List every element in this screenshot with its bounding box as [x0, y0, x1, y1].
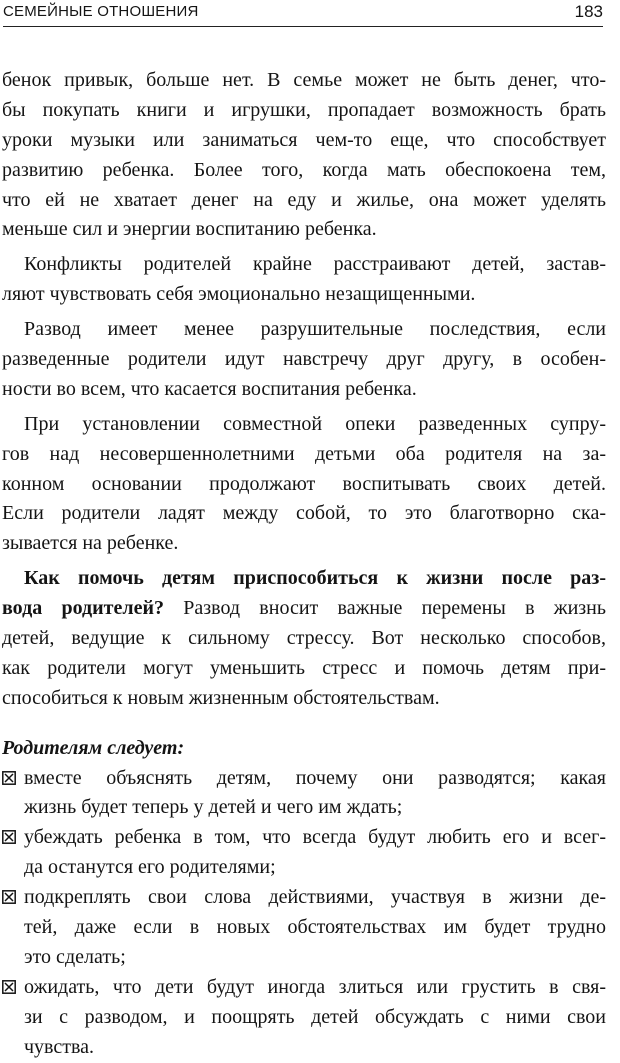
list-item-line: чувства.	[24, 1035, 95, 1058]
text-line: как родители могут уменьшить стресс и помочь детям при-	[2, 656, 606, 679]
list-item	[2, 973, 606, 1063]
text-line: Развод имеет менее разрушительные последствия, если	[24, 318, 606, 341]
text-line: ляют чувствовать себя эмоционально незащищенными.	[2, 283, 476, 306]
checkbox-x-icon	[2, 830, 16, 844]
list-item	[2, 883, 606, 973]
text-line: Если родители ладят между собой, то это благотворно ска-	[2, 502, 606, 525]
paragraph	[2, 66, 606, 245]
text-line: ности во всем, что касается воспитания ребенка.	[2, 377, 417, 400]
text-line	[2, 594, 606, 624]
paragraph	[2, 250, 606, 310]
text-line: что ей не хватает денег на еду и жилье, она может уделять	[2, 188, 606, 211]
running-header	[3, 2, 603, 27]
list-item-text: вместе объяснять детям, почему они разводятся; какая	[24, 766, 606, 789]
bold-question-line: Как помочь детям приспособиться к жизни после раз-	[24, 567, 606, 590]
bold-question-end: вода родителей?	[2, 597, 164, 620]
text-line: бенок привык, больше нет. В семье может не быть денег, что-	[2, 69, 606, 91]
list-item-line	[2, 764, 606, 794]
checkbox-x-icon	[2, 980, 16, 994]
checkbox-x-icon	[2, 771, 16, 785]
list-item	[2, 764, 606, 824]
list-item-text: ожидать, что дети будут иногда злиться или грустить в свя-	[24, 975, 606, 998]
list-item-text: убеждать ребенка в том, что всегда будут любить его и всег-	[24, 826, 606, 849]
paragraph	[2, 315, 606, 405]
list-item-line: зи с разводом, и поощрять детей обсуждать с ними свои	[24, 1005, 606, 1028]
text-line: При установлении совместной опеки разведенных супру-	[24, 412, 606, 435]
text-fragment: Развод вносит важные перемены в жизнь	[163, 597, 607, 620]
list-item-line	[2, 823, 606, 853]
paragraph	[2, 564, 606, 713]
text-line: зывается на ребенке.	[2, 532, 179, 555]
text-line: детей, ведущие к сильному стрессу. Вот несколько способов,	[2, 627, 606, 650]
list-item-line: да останутся его родителями;	[24, 856, 276, 879]
list-item	[2, 823, 606, 883]
paragraph	[2, 410, 606, 559]
checkbox-x-icon	[2, 890, 16, 904]
chapter-title: СЕМЕЙНЫЕ ОТНОШЕНИЯ	[3, 3, 199, 20]
list-item-text: подкреплять свои слова действиями, участвуя в жизни де-	[24, 886, 606, 909]
text-line: бы покупать книги и игрушки, пропадает возможность брать	[2, 98, 606, 121]
text-line: уроки музыки или заниматься чем-то еще, что способствует	[2, 128, 606, 151]
body-text	[2, 66, 606, 1063]
text-line: гов над несовершеннолетними детьми оба родителя на за-	[2, 442, 606, 465]
text-line: меньше сил и энергии воспитанию ребенка.	[2, 218, 377, 241]
text-line: Конфликты родителей крайне расстраивают детей, застав-	[24, 253, 606, 276]
page-number: 183	[574, 2, 603, 21]
text-line: разведенные родители идут навстречу друг другу, в особен-	[2, 348, 606, 371]
list-item-line: жизнь будет теперь у детей и чего им ждать;	[24, 796, 403, 819]
list-item-line: это сделать;	[24, 945, 126, 968]
text-line: развитию ребенка. Более того, когда мать обеспокоена тем,	[2, 158, 606, 181]
list-item-line	[2, 883, 606, 913]
list-item-line: тей, даже если в новых обстоятельствах им будет трудно	[24, 916, 606, 939]
text-line: способиться к новым жизненным обстоятельствам.	[2, 686, 440, 709]
list-heading: Родителям следует:	[2, 736, 185, 759]
text-line: конном основании продолжают воспитывать своих детей.	[2, 472, 606, 495]
